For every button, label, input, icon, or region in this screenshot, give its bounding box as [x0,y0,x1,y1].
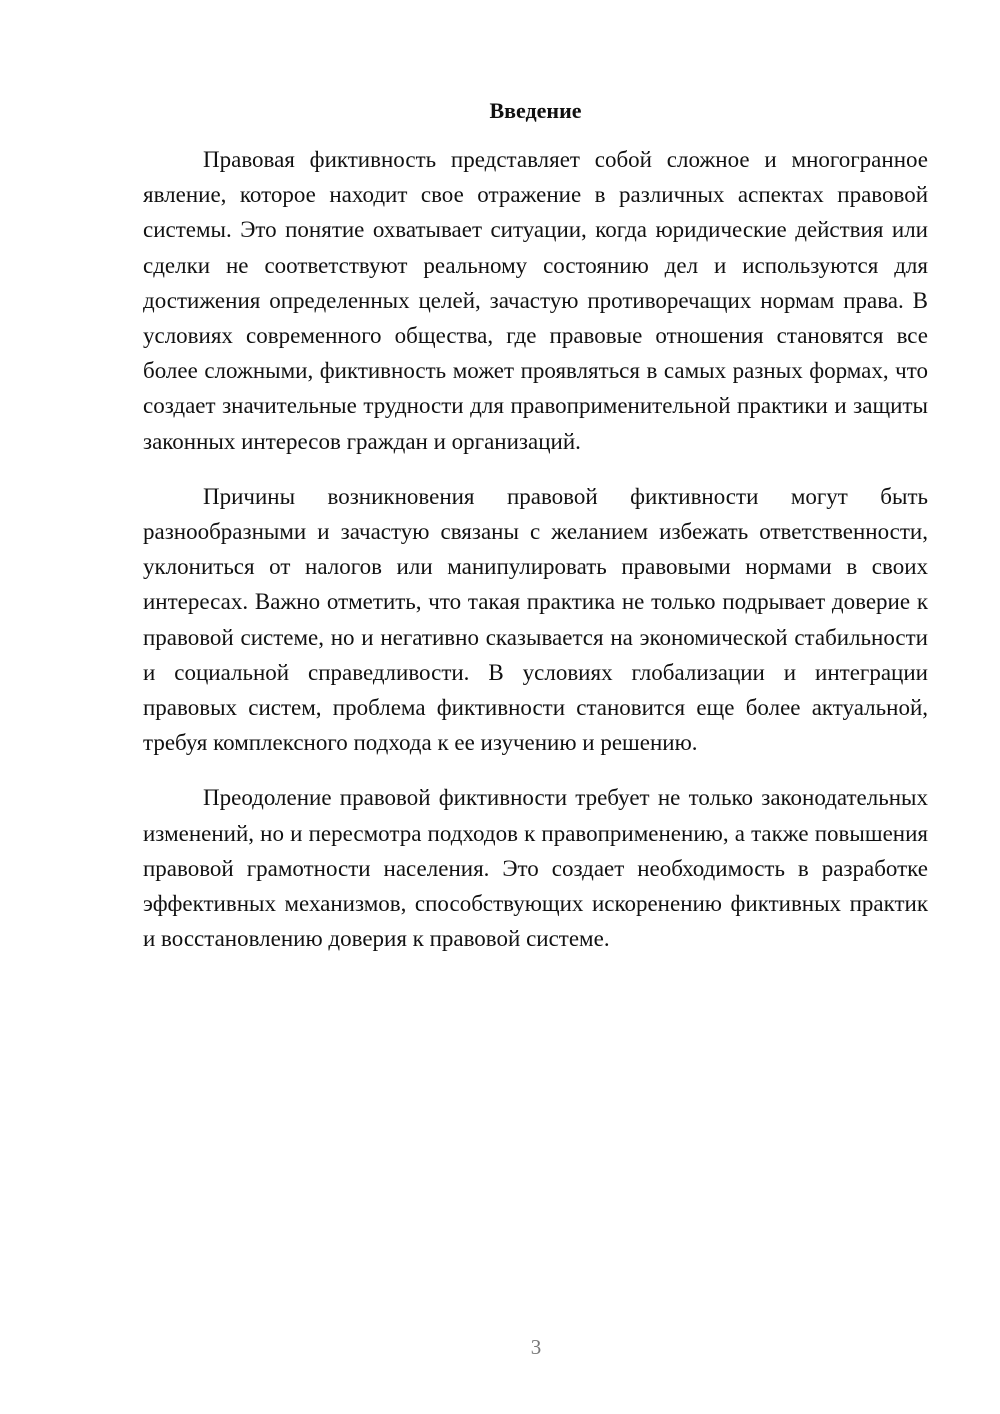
section-heading: Введение [489,98,582,123]
page-number: 3 [530,1335,542,1359]
paragraph-3: Преодоление правовой фиктивности требует не только законодательных изменений, но и пересмотра подходов к правоприменению, а также повышения правовой грамотности населения. Это создает необходимость в разработке эффективных механизмов, способствующих искоренению фиктивных практик и восстановлению доверия к правовой системе. [143,785,928,952]
paragraph-1: Правовая фиктивность представляет собой сложное и многогранное явление, которое находит свое отражение в различных аспектах правовой системы. Это понятие охватывает ситуации, когда юридические действия или сделки не соответствуют реальному состоянию дел и используются для достижения определенных целей, зачастую противоречащих нормам права. В условиях современного общества, где правовые отношения становятся все более сложными, фиктивность может проявляться в самых разных формах, что создает значительные трудности для правоприменительной практики и защиты законных интересов граждан и организаций. [143,147,928,454]
body-text [143,142,928,976]
paragraph-2: Причины возникновения правовой фиктивности могут быть разнообразными и зачастую связаны с желанием избежать ответственности, уклониться от налогов или манипулировать правовыми нормами в своих интересах. Важно отметить, что такая практика не только подрывает доверие к правовой системе, но и негативно сказывается на экономической стабильности и социальной справедливости. В условиях глобализации и интеграции правовых систем, проблема фиктивности становится еще более актуальной, требуя комплексного подхода к ее изучению и решению. [143,483,928,756]
